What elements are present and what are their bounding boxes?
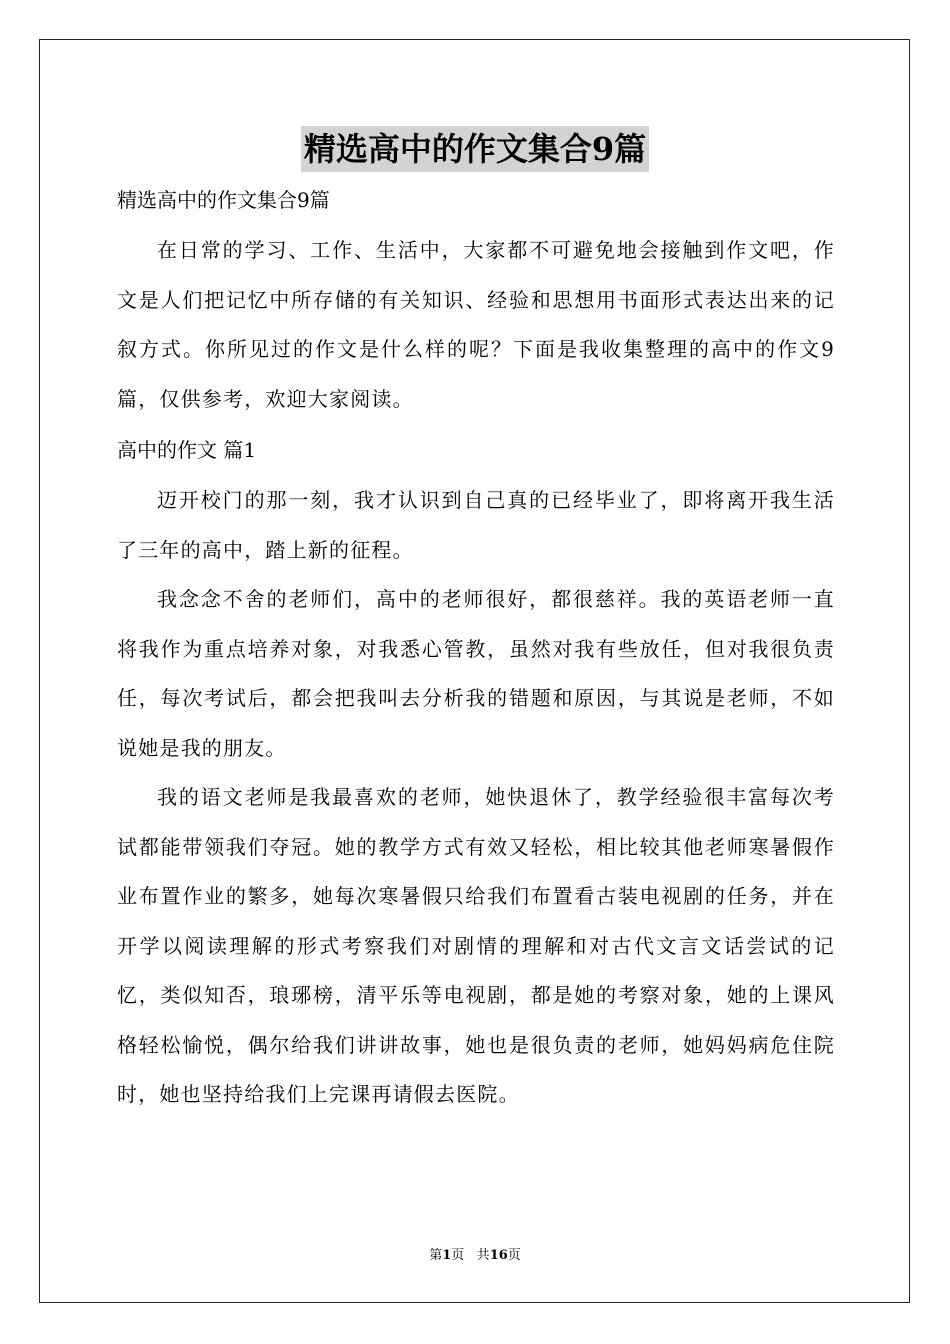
title-area [0,126,950,172]
document-title: 精选高中的作文集合9篇 [301,126,649,172]
body-paragraph: 我的语文老师是我最喜欢的老师，她快退休了，教学经验很丰富每次考试都能带领我们夺冠。她的教学方式有效又轻松，相比较其他老师寒暑假作业布置作业的繁多，她每次寒暑假只给我们布置看古装电视剧的任务，并在开学以阅读理解的形式考察我们对剧情的理解和对古代文言文话尝试的记忆，类似知否，琅琊榜，清平乐等电视剧，都是她的考察对象，她的上课风格轻松愉悦，偶尔给我们讲讲故事，她也是很负责的老师，她妈妈病危住院时，她也坚持给我们上完课再请假去医院。 [117,785,835,1106]
document-subtitle: 精选高中的作文集合9篇 [117,188,330,212]
section-heading: 高中的作文 篇1 [117,438,257,462]
intro-paragraph: 在日常的学习、工作、生活中，大家都不可避免地会接触到作文吧，作文是人们把记忆中所存储的有关知识、经验和思想用书面形式表达出来的记叙方式。你所见过的作文是什么样的呢？下面是我收集整理的高中的作文9篇，仅供参考，欢迎大家阅读。 [117,238,835,411]
body-paragraph: 迈开校门的那一刻，我才认识到自己真的已经毕业了，即将离开我生活了三年的高中，踏上新的征程。 [117,488,835,562]
footer-page-suffix: 页 [451,1248,465,1263]
footer-total-suffix: 页 [507,1248,521,1263]
document-body [117,178,835,1120]
body-paragraph: 我念念不舍的老师们，高中的老师很好，都很慈祥。我的英语老师一直将我作为重点培养对象，对我悉心管教，虽然对我有些放任，但对我很负责任，每次考试后，都会把我叫去分析我的错题和原因，与其说是老师，不如说她是我的朋友。 [117,587,835,760]
footer-page-number: 1 [442,1248,452,1263]
page-footer [0,1246,950,1266]
footer-total-pages: 16 [489,1248,508,1263]
footer-prefix: 第 [429,1248,443,1263]
footer-total-prefix: 共 [476,1248,490,1263]
